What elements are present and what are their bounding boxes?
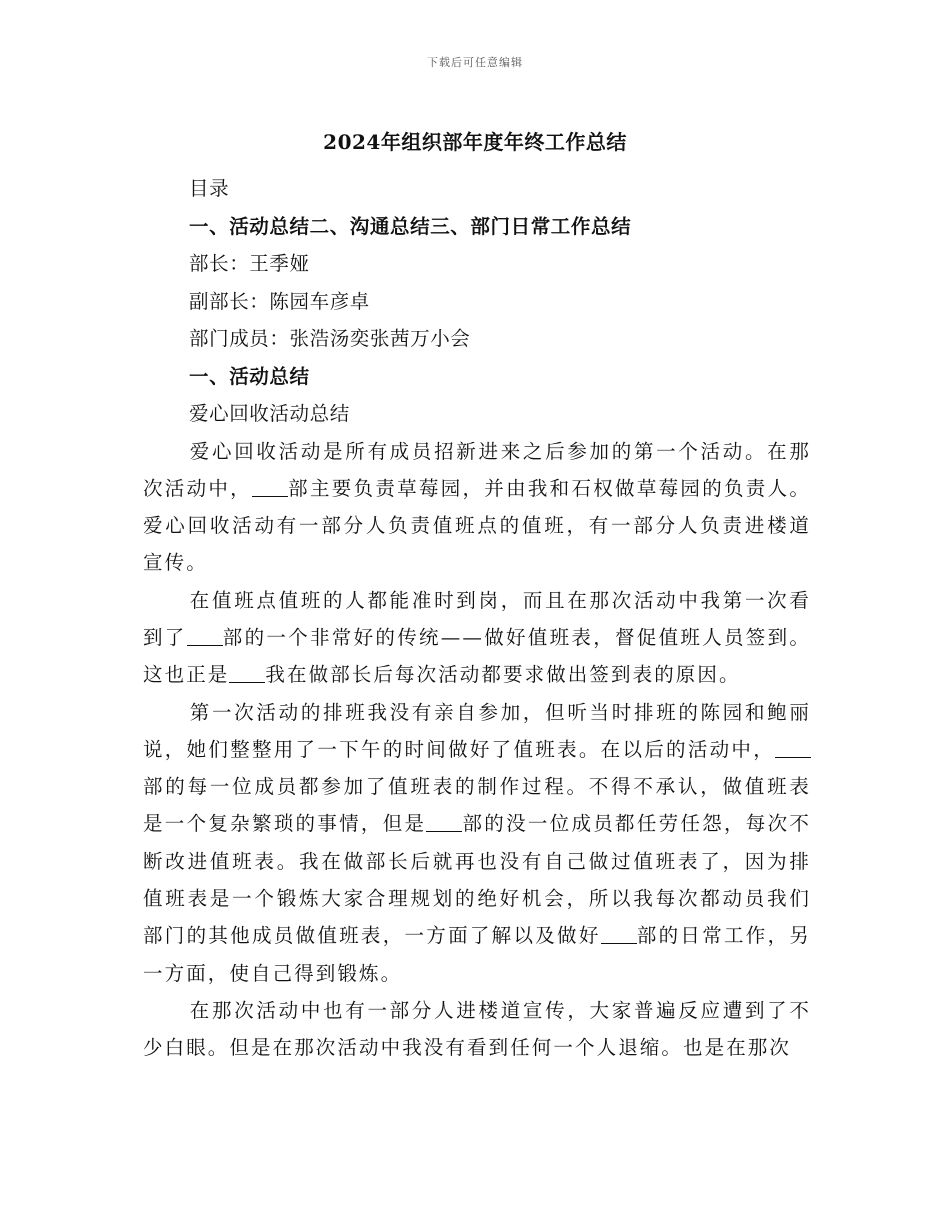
minister-line: 部长：王季娅 (189, 252, 310, 275)
paragraph-2-part-c: 我在做部长后每次活动都要求做出签到表的原因。 (265, 663, 741, 687)
vice-minister-line: 副部长：陈园车彦卓 (189, 289, 370, 313)
paragraph-3-part-a: 第一次活动的排班我没有亲自参加，但听当时排班的陈园和鲍丽说，她们整整用了一下午的时间做好了值班表。在以后的活动中， (143, 700, 811, 761)
section-heading: 一、活动总结 (189, 364, 310, 388)
toc-items: 一、活动总结二、沟通总结三、部门日常工作总结 (189, 214, 632, 238)
paragraph-1-part-b: 部主要负责草莓园，并由我和石权做草莓园的负责人。爱心回收活动有一部分人负责值班点的值班，有一部分人负责进楼道宣传。 (143, 476, 811, 575)
blank-underline (187, 627, 223, 646)
document-body (143, 170, 811, 1067)
blank-underline (426, 813, 462, 832)
paragraph-2-part-b: 部的一个非常好的传统——做好值班表，督促值班人员签到。这也正是 (143, 625, 812, 687)
blank-underline (775, 739, 811, 758)
paragraph-3-part-b: 部的每一位成员都参加了值班表的制作过程。不得不承认，做值班表是一个复杂繁琐的事情，但是 (143, 775, 811, 836)
toc-label: 目录 (189, 177, 230, 200)
paragraph-2-part-a: 在值班点值班的人都能准时到岗，而且在那次活动中我第一次看到了 (143, 588, 811, 649)
paragraph-2 (143, 582, 811, 694)
document-title: 2024年组织部年度年终工作总结 (323, 130, 627, 154)
paragraph-3 (143, 694, 811, 992)
paragraph-1 (143, 433, 811, 582)
paragraph-4: 在那次活动中也有一部分人进楼道宣传，大家普遍反应遭到了不少白眼。但是在那次活动中我没有看到任何一个人退缩。也是在那次 (143, 998, 811, 1060)
paragraph-3-part-d: 部的日常工作，另一方面，使自己得到锻炼。 (143, 924, 811, 985)
subsection-heading: 爱心回收活动总结 (189, 402, 350, 425)
blank-underline (601, 925, 637, 944)
paragraph-3-part-c: 部的没一位成员都任劳任怨，每次不断改进值班表。我在做部长后就再也没有自己做过值班表了，因为排值班表是一个锻炼大家合理规划的绝好机会，所以我每次都动员我们部门的其他成员做值班表，一方面了解以及做好 (143, 812, 811, 948)
blank-underline (252, 478, 288, 497)
page-header-note: 下载后可任意编辑 (427, 56, 523, 69)
paragraph-1-part-a: 爱心回收活动是所有成员招新进来之后参加的第一个活动。在那次活动中， (143, 439, 811, 500)
blank-underline (229, 664, 265, 683)
members-line: 部门成员：张浩汤奕张茜万小会 (189, 327, 471, 350)
